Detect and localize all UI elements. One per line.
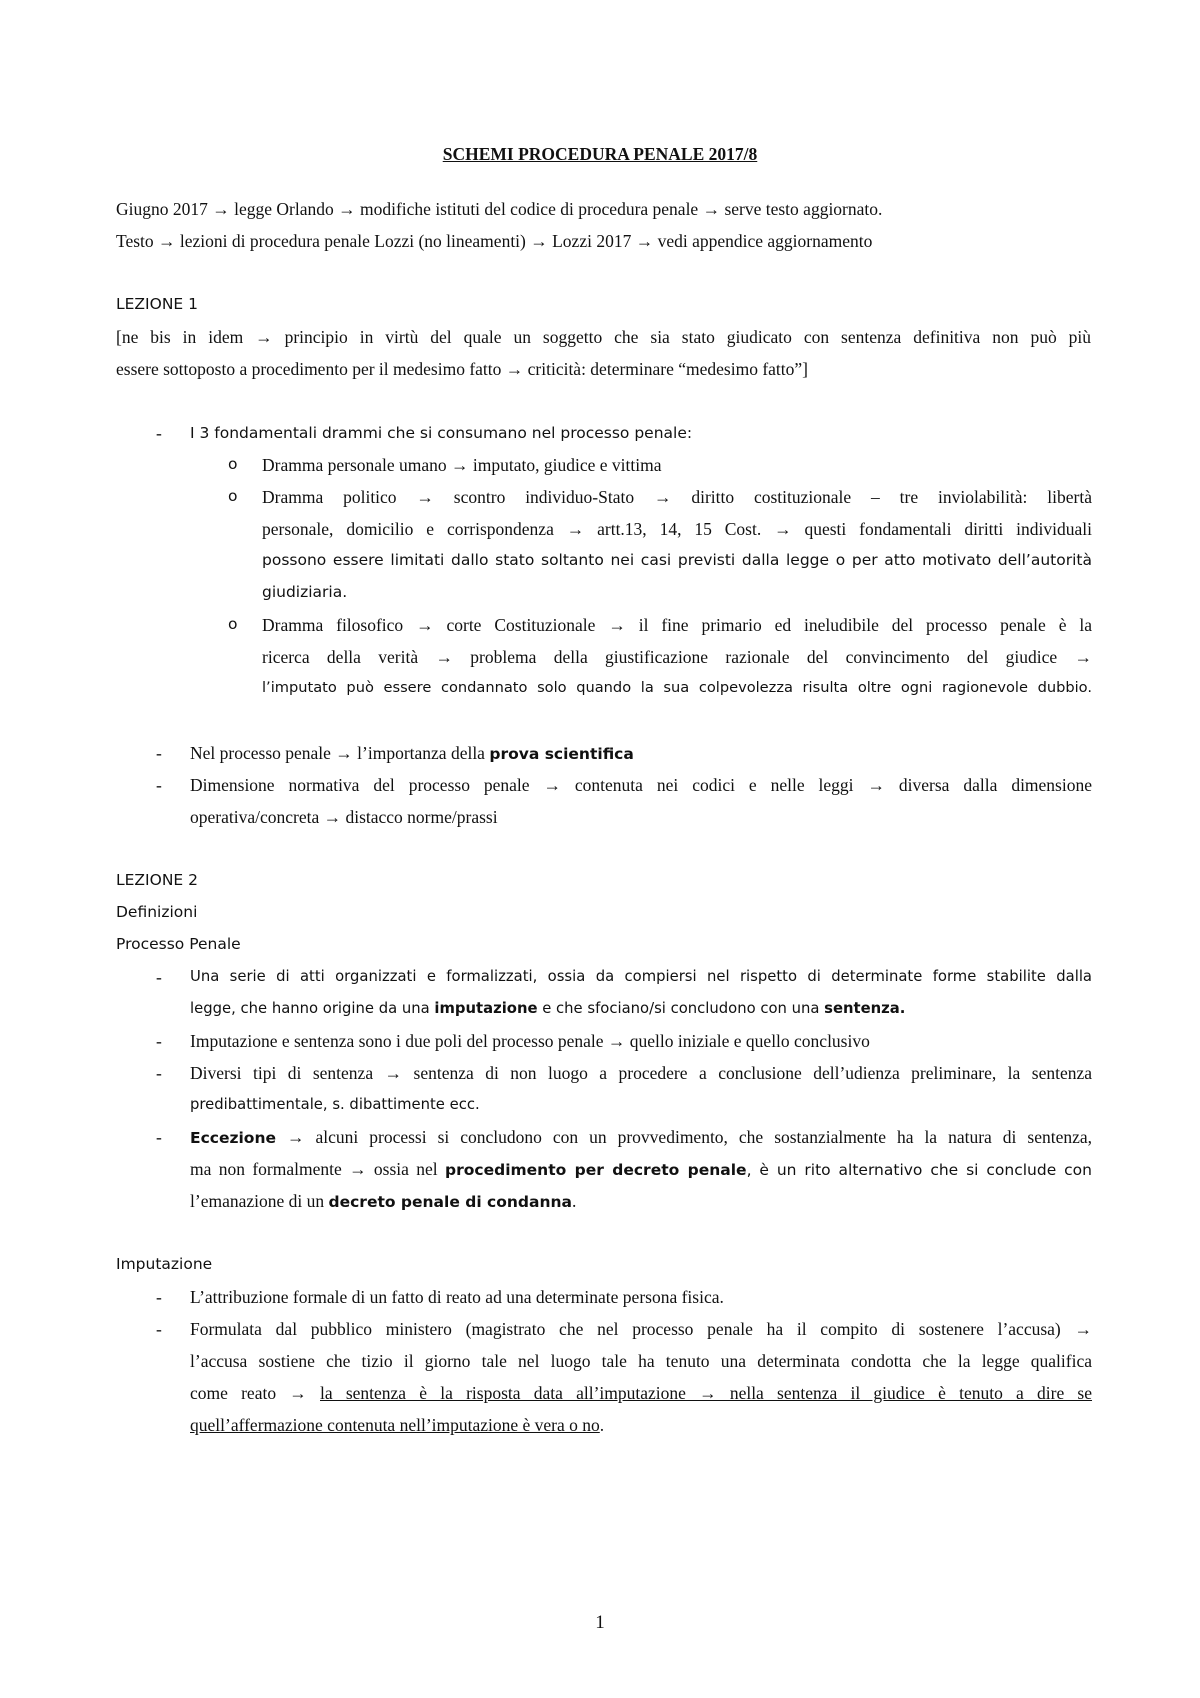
- dash-bullet: -: [156, 1063, 162, 1083]
- eccezione-l3-a: l’emanazione di un: [190, 1191, 329, 1211]
- formulata-l4-end: .: [599, 1415, 605, 1435]
- list-item-formulata-l1: Formulata dal pubblico ministero (magistrato che nel processo penale ha il compito di sostenere l’accusa) →: [190, 1319, 1092, 1339]
- eccezione-bold: Eccezione: [190, 1129, 277, 1147]
- eccezione-text: → alcuni processi si concludono con un provvedimento, che sostanzialmente ha la natura di sentenza,: [276, 1127, 1092, 1147]
- circle-bullet: o: [228, 615, 238, 633]
- list-item-poli: Imputazione e sentenza sono i due poli del processo penale → quello iniziale e quello conclusivo: [190, 1031, 870, 1051]
- sub-item-dramma-politico-l3: possono essere limitati dallo stato soltanto nei casi previsti dalla legge o per atto motivato dell’autorità: [262, 551, 1092, 569]
- sub-item-dramma-politico-l1: Dramma politico → scontro individuo-Stato → diritto costituzionale – tre inviolabilità: libertà: [262, 487, 1092, 507]
- dash-bullet: -: [156, 1031, 162, 1051]
- lesson-2-heading: LEZIONE 2: [116, 871, 198, 889]
- processo-bold-imputazione: imputazione: [434, 1000, 538, 1017]
- dash-bullet: -: [156, 967, 162, 987]
- sub-item-dramma-filosofico-l3: l’imputato può essere condannato solo quando la sua colpevolezza risulta oltre ogni ragionevole dubbio.: [262, 679, 1092, 696]
- list-item-dimensione-l2: operativa/concreta → distacco norme/prassi: [190, 807, 498, 827]
- bracket-text-1: [ne bis in idem → principio in virtù del quale un soggetto che sia stato giudicato con sentenza definitiva non può più: [116, 327, 1091, 347]
- intro-line-2: Testo → lezioni di procedura penale Lozzi (no lineamenti) → Lozzi 2017 → vedi appendice aggiornamento: [116, 231, 873, 251]
- list-item-dimensione-l1: Dimensione normativa del processo penale → contenuta nei codici e nelle leggi → diversa dalla dimensione: [190, 775, 1092, 795]
- prova-text: Nel processo penale → l’importanza della: [190, 743, 490, 763]
- bracket-line-1: [116, 327, 1091, 348]
- list-item-processo-l2: [190, 1000, 905, 1017]
- list-item-formulata-l4: [190, 1415, 604, 1436]
- sub-item-dramma-personale: Dramma personale umano → imputato, giudice e vittima: [262, 455, 662, 475]
- list-item-formulata-l3: [190, 1383, 1092, 1404]
- list-item-eccezione-l2: [190, 1159, 1092, 1180]
- sub-item-dramma-politico-l4: giudiziaria.: [262, 583, 348, 601]
- sub-item-dramma-filosofico-l2: ricerca della verità → problema della giustificazione razionale del convincimento del giudice →: [262, 647, 1092, 667]
- dash-bullet: -: [156, 1319, 162, 1339]
- circle-bullet: o: [228, 455, 238, 473]
- list-item-tipi-sentenza-l2: predibattimentale, s. dibattimente ecc.: [190, 1096, 480, 1113]
- circle-bullet: o: [228, 487, 238, 505]
- processo-text-a: legge, che hanno origine da una: [190, 1000, 435, 1017]
- formulata-l3-a: come reato →: [190, 1383, 320, 1403]
- processo-bold-sentenza: sentenza.: [824, 1000, 906, 1017]
- lesson-1-heading: LEZIONE 1: [116, 295, 198, 313]
- subheading-processo-penale: Processo Penale: [116, 935, 241, 953]
- list-item-eccezione-l3: [190, 1191, 576, 1212]
- prova-bold: prova scientifica: [489, 745, 634, 763]
- eccezione-l2-bold: procedimento per decreto penale: [445, 1161, 747, 1179]
- subheading-definizioni: Definizioni: [116, 903, 198, 921]
- subheading-imputazione: Imputazione: [116, 1255, 213, 1273]
- list-item-eccezione-l1: [190, 1127, 1092, 1148]
- list-item-processo-l1: Una serie di atti organizzati e formalizzati, ossia da compiersi nel rispetto di determinate forme stabilite dalla: [190, 968, 1092, 985]
- intro-line-1: Giugno 2017 → legge Orlando → modifiche istituti del codice di procedura penale → serve testo aggiornato.: [116, 199, 883, 219]
- eccezione-l2-a: ma non formalmente → ossia nel: [190, 1159, 446, 1179]
- list-item-tipi-sentenza-l1: Diversi tipi di sentenza → sentenza di non luogo a procedere a conclusione dell’udienza preliminare, la sentenza: [190, 1063, 1092, 1083]
- page-number: 1: [595, 1612, 605, 1633]
- formulata-l4-underlined: quell’affermazione contenuta nell’imputazione è vera o no: [190, 1415, 600, 1435]
- list-item-attribuzione: L’attribuzione formale di un fatto di reato ad una determinate persona fisica.: [190, 1287, 724, 1307]
- eccezione-l3-bold: decreto penale di condanna: [328, 1193, 572, 1211]
- dash-bullet: -: [156, 423, 162, 443]
- eccezione-l3-c: .: [572, 1191, 577, 1211]
- sub-item-dramma-filosofico-l1: Dramma filosofico → corte Costituzionale → il fine primario ed ineludibile del processo penale è la: [262, 615, 1092, 635]
- formulata-l3-underlined: la sentenza è la risposta data all’imputazione → nella sentenza il giudice è tenuto a dire se: [320, 1383, 1093, 1403]
- sub-item-dramma-politico-l2: personale, domicilio e corrispondenza → artt.13, 14, 15 Cost. → questi fondamentali diritti individuali: [262, 519, 1092, 539]
- bracket-line-2: essere sottoposto a procedimento per il medesimo fatto → criticità: determinare “medesimo fatto”]: [116, 359, 808, 379]
- list-item-formulata-l2: l’accusa sostiene che tizio il giorno tale nel luogo tale ha tenuto una determinata condotta che la legge qualifica: [190, 1351, 1092, 1371]
- dash-bullet: -: [156, 1287, 162, 1307]
- dash-bullet: -: [156, 775, 162, 795]
- dash-bullet: -: [156, 743, 162, 763]
- list-item-drammi: I 3 fondamentali drammi che si consumano nel processo penale:: [190, 424, 693, 442]
- processo-text-c: e che sfociano/si concludono con una: [537, 1000, 825, 1017]
- dash-bullet: -: [156, 1127, 162, 1147]
- eccezione-l2-c: , è un rito alternativo che si conclude con: [746, 1161, 1092, 1179]
- document-title: SCHEMI PROCEDURA PENALE 2017/8: [442, 144, 758, 164]
- list-item-prova-scientifica: [190, 743, 634, 764]
